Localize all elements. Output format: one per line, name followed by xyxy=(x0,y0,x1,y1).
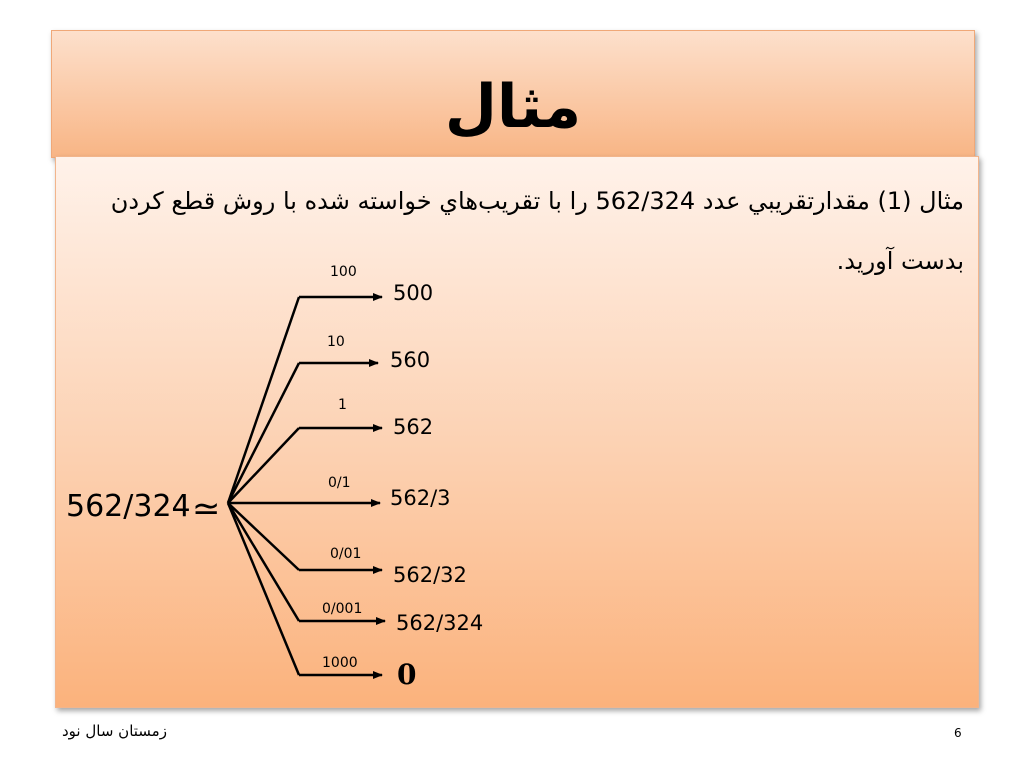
page-number: 6 xyxy=(954,726,962,740)
slide-title: مثال xyxy=(444,72,582,142)
branch-fan-line xyxy=(228,503,299,675)
branch-precision-label: 10 xyxy=(327,334,345,350)
branch-fan-line xyxy=(228,503,299,621)
branch-result-value: 500 xyxy=(393,281,434,305)
branch-precision-label: 1 xyxy=(338,397,347,413)
branch-fan-line xyxy=(228,428,299,503)
problem-statement: مثال (1) مقدارتقريبي عدد 562/324 را با تقريب‌هاي خواسته شده با روش قطع كردن بدست آوريد. xyxy=(110,187,964,275)
branch-group xyxy=(228,264,483,691)
branch-result-value: 562/3 xyxy=(390,486,451,510)
branch-result-value: 562/324 xyxy=(396,611,484,635)
branch-precision-label: 0/01 xyxy=(330,546,362,562)
branch-precision-label: 100 xyxy=(330,264,357,280)
branch-fan-line xyxy=(228,363,299,503)
branch-fan-line xyxy=(228,297,299,503)
branch-result-value: 562/32 xyxy=(393,563,467,587)
source-value: 562/324 xyxy=(66,489,191,524)
approx-symbol: ≃ xyxy=(192,489,221,529)
branch-precision-label: 0/001 xyxy=(322,601,363,617)
branch-precision-label: 0/1 xyxy=(328,475,351,491)
branch-precision-label: 1000 xyxy=(322,655,358,671)
branch-result-value: 562 xyxy=(393,415,434,439)
branch-result-value: 0 xyxy=(397,658,417,691)
footer-text: زمستان سال نود xyxy=(62,722,167,740)
branch-result-value: 560 xyxy=(390,348,431,372)
